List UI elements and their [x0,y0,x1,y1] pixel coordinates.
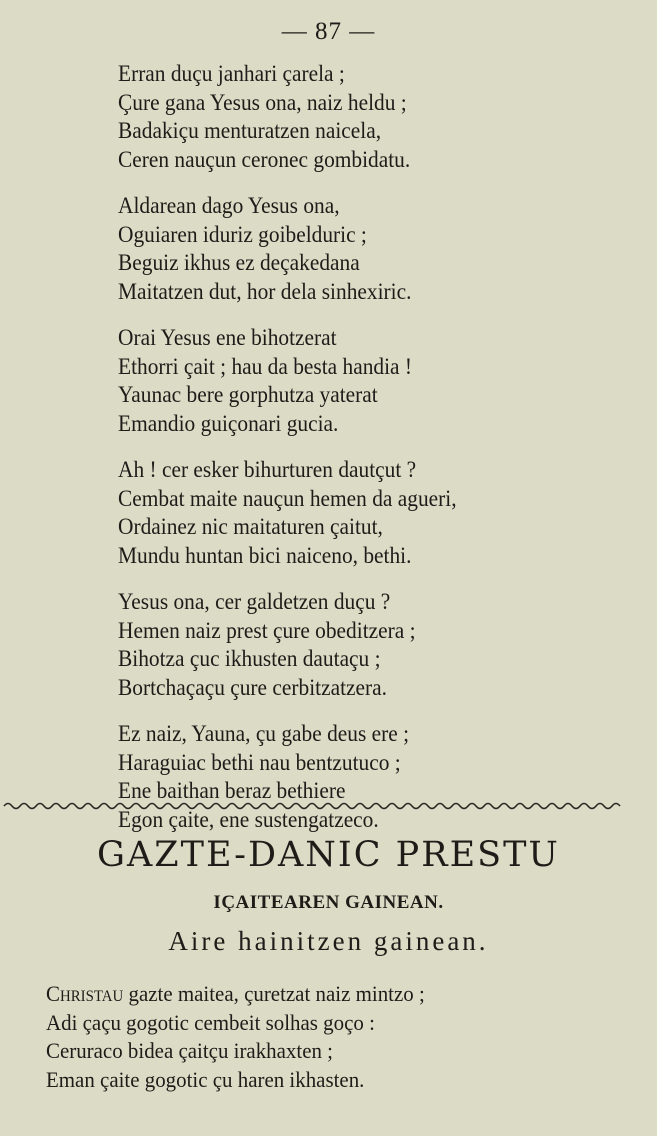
wavy-rule-line [4,804,620,809]
verse-line: Badakiçu menturatzen naicela, [118,118,382,143]
stanza [118,720,638,834]
verse-line: Bihotza çuc ikhusten dautaçu ; [118,646,381,671]
verse-line: Hemen naiz prest çure obeditzera ; [118,617,416,643]
verse-line: Orai Yesus ene bihotzerat [118,325,337,350]
stanza [118,456,638,570]
stanza [118,60,638,174]
verse-line: Cembat maite nauçun hemen da agueri, [118,485,457,511]
prose-line: Adi çaçu gogotic cembeit solhas goço : [46,1009,375,1035]
prose-line [46,980,604,1009]
verse-line: Ethorri çait ; hau da besta handia ! [118,353,413,379]
ornamental-divider [0,799,657,813]
prose-line: Eman çaite gogotic çu haren ikhasten. [46,1066,365,1092]
verse-line: Maitatzen dut, hor dela sinhexiric. [118,278,412,304]
verse-line: Ceren nauçun ceronec gombidatu. [118,146,411,172]
verse-line: Bortchaçaçu çure cerbitzatzera. [118,674,387,700]
verse-line: Beguiz ikhus ez deçakedana [118,250,360,275]
hymn-poem [118,60,638,852]
verse-line: Mundu huntan bici naiceno, bethi. [118,542,412,568]
verse-line: Emandio guiçonari gucia. [118,410,339,436]
verse-line: Aldarean dago Yesus ona, [118,193,340,218]
section-subtitle: IÇAITEAREN GAINEAN. [213,892,444,913]
prose-block [46,980,646,1094]
prose-line-rest: gazte maitea, çuretzat naiz mintzo ; [123,981,425,1006]
verse-line: Yaunac bere gorphutza yaterat [118,382,378,407]
stanza [118,324,638,438]
verse-line: Ordainez nic maitaturen çaitut, [118,514,383,539]
verse-line: Ah ! cer esker bihurturen dautçut ? [118,457,417,482]
verse-line: Yesus ona, cer galdetzen duçu ? [118,589,391,614]
verse-line: Erran duçu janhari çarela ; [118,61,345,86]
verse-line: Çure gana Yesus ona, naiz heldu ; [118,89,407,115]
verse-line: Ez naiz, Yauna, çu gabe deus ere ; [118,721,410,746]
verse-line: Haraguiac bethi nau bentzutuco ; [118,749,401,775]
verse-line: Oguiaren iduriz goibelduric ; [118,221,367,247]
stanza [118,588,638,702]
page-number: — 87 — [281,18,376,45]
opening-word: Christau [46,981,124,1006]
tune-heading: Aire hainitzen gainean. [168,926,489,956]
verse-line: Egon çaite, ene sustengatzeco. [118,806,379,832]
prose-line: Ceruraco bidea çaitçu irakhaxten ; [46,1038,334,1063]
section-title: GAZTE-DANIC PRESTU [97,835,560,875]
verse-line: Ene baithan beraz bethiere [118,778,346,803]
stanza [118,192,638,306]
